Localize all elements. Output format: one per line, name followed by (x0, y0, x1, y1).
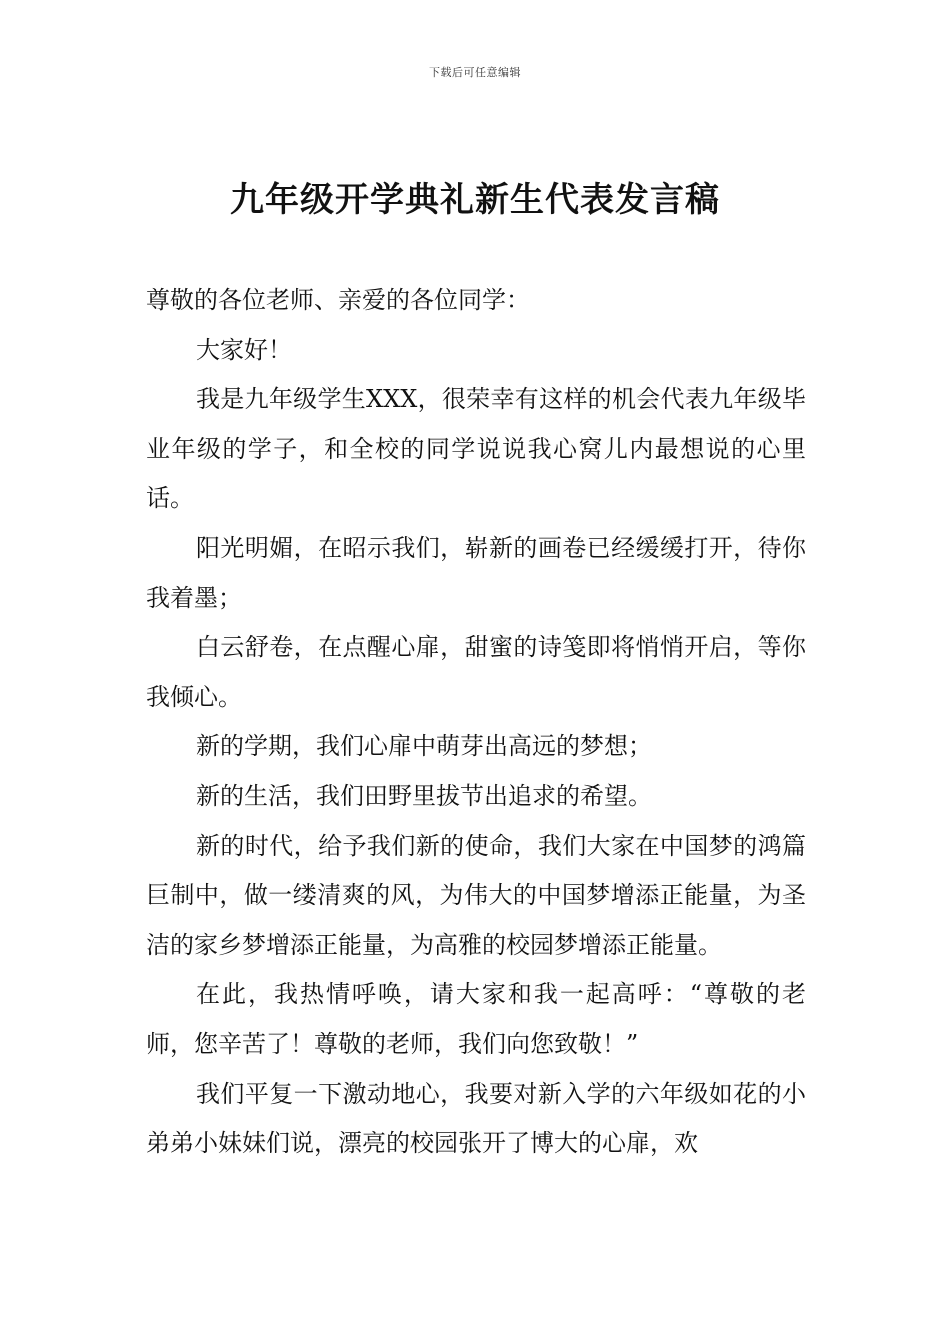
paragraph-new-life: 新的生活，我们田野里拔节出追求的希望。 (196, 781, 652, 810)
paragraph-sunshine: 阳光明媚，在昭示我们，崭新的画卷已经缓缓打开，待你我着墨； (146, 533, 806, 612)
paragraph-greeting: 大家好！ (196, 335, 292, 364)
document-title: 九年级开学典礼新生代表发言稿 (230, 180, 720, 220)
header-note: 下载后可任意编辑 (429, 66, 521, 79)
paragraph-clouds: 白云舒卷，在点醒心扉，甜蜜的诗笺即将悄悄开启，等你我倾心。 (146, 633, 806, 711)
paragraph-new-semester: 新的学期，我们心扉中萌芽出高远的梦想； (196, 732, 652, 761)
paragraph-introduction: 我是九年级学生XXX，很荣幸有这样的机会代表九年级毕业年级的学子，和全校的同学说说我心窝儿内最想说的心里话。 (146, 385, 806, 513)
paragraph-new-era: 新的时代，给予我们新的使命，我们大家在中国梦的鸿篇巨制中，做一缕清爽的风，为伟大的中国梦增添正能量，为圣洁的家乡梦增添正能量，为高雅的校园梦增添正能量。 (146, 831, 806, 959)
paragraph-tribute: 在此，我热情呼唤，请大家和我一起高呼：“尊敬的老师，您辛苦了！尊敬的老师，我们向您致敬！” (146, 980, 806, 1058)
document-body (146, 276, 806, 1169)
paragraph-welcome: 我们平复一下激动地心，我要对新入学的六年级如花的小弟弟小妹妹们说，漂亮的校园张开了博大的心扉，欢 (146, 1079, 806, 1158)
salutation: 尊敬的各位老师、亲爱的各位同学： (146, 286, 530, 314)
